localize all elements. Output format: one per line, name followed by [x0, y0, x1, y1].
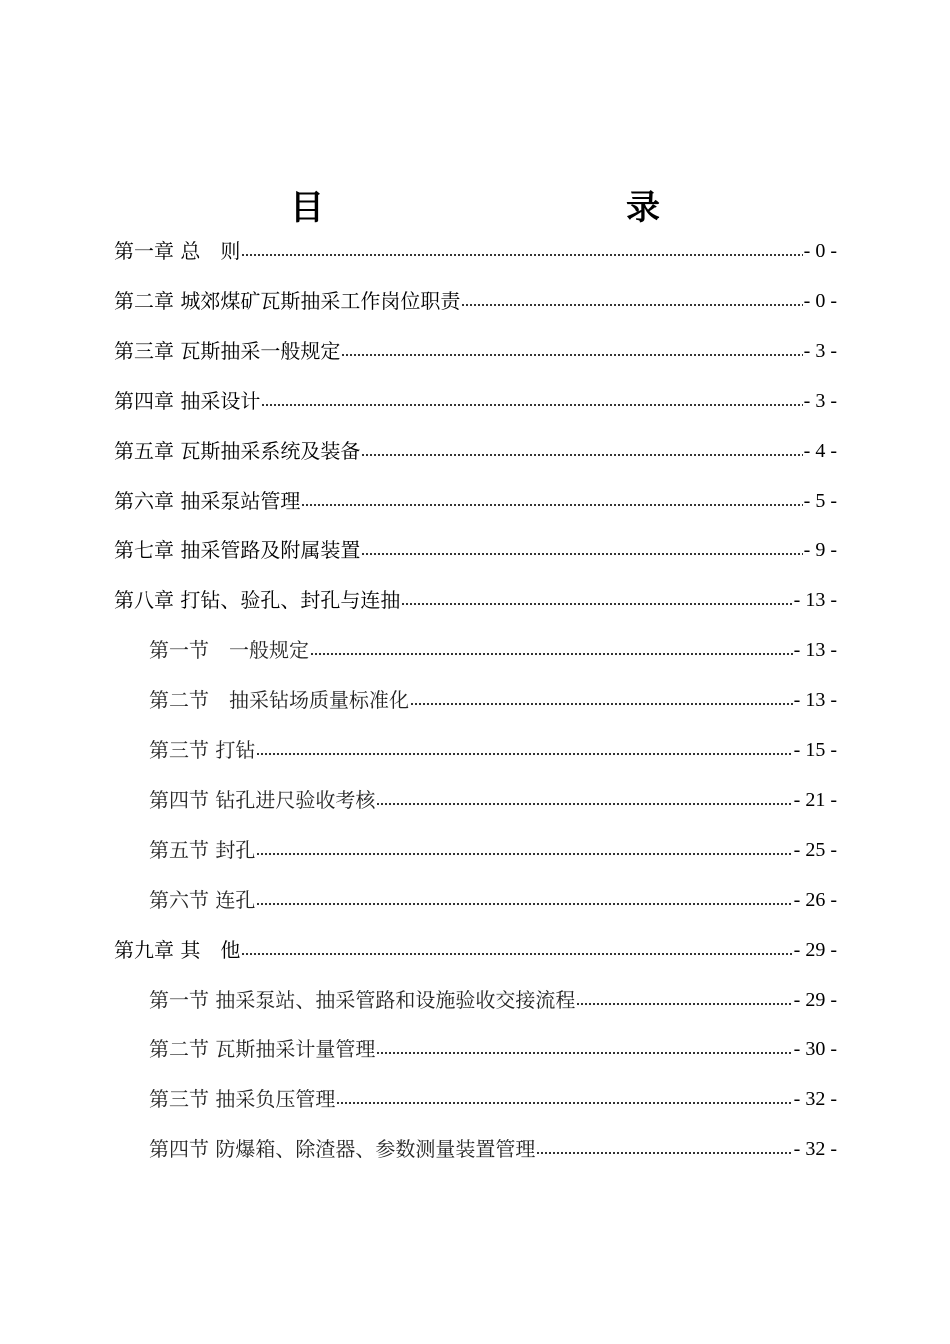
- toc-chapter-entry[interactable]: [114, 284, 837, 314]
- toc-entry-title: 第三节 抽采负压管理: [149, 1087, 336, 1112]
- toc-page-number: - 13 -: [793, 589, 837, 612]
- toc-entry-title: 第六章 抽采泵站管理: [114, 488, 301, 513]
- toc-page-number: - 26 -: [793, 888, 837, 911]
- toc-entry-title: 第四章 抽采设计: [114, 388, 261, 413]
- toc-dot-leader: [401, 601, 792, 607]
- toc-entry-title: 第二节 抽采钻场质量标准化: [149, 688, 409, 713]
- toc-entry-title: 第一节 一般规定: [149, 638, 309, 663]
- toc-page-number: - 4 -: [803, 439, 837, 462]
- toc-page-number: - 32 -: [793, 1088, 837, 1111]
- toc-entry-title: 第四节 防爆箱、除渣器、参数测量装置管理: [149, 1137, 536, 1162]
- toc-section-entry[interactable]: [149, 683, 837, 713]
- toc-chapter-entry[interactable]: [114, 384, 837, 414]
- toc-page-number: - 21 -: [793, 788, 837, 811]
- toc-section-entry[interactable]: [149, 1132, 837, 1162]
- toc-dot-leader: [410, 701, 793, 707]
- toc-chapter-entry[interactable]: [114, 434, 837, 464]
- toc-dot-leader: [256, 901, 792, 907]
- toc-dot-leader: [461, 302, 802, 308]
- toc-entry-title: 第一章 总 则: [114, 239, 241, 263]
- toc-section-entry[interactable]: [149, 633, 837, 663]
- toc-chapter-entry[interactable]: [114, 334, 837, 364]
- toc-page-number: - 32 -: [793, 1138, 837, 1161]
- toc-dot-leader: [256, 851, 792, 857]
- toc-dot-leader: [241, 252, 802, 258]
- toc-dot-leader: [361, 551, 802, 557]
- toc-page-number: - 0 -: [803, 240, 837, 262]
- toc-section-entry[interactable]: [149, 783, 837, 813]
- toc-section-entry[interactable]: [149, 833, 837, 863]
- toc-chapter-entry[interactable]: [114, 484, 837, 514]
- toc-entry-title: 第二章 城郊煤矿瓦斯抽采工作岗位职责: [114, 288, 461, 313]
- toc-page-number: - 13 -: [793, 689, 837, 712]
- toc-entry-title: 第六节 连孔: [149, 887, 256, 912]
- toc-entry-title: 第二节 瓦斯抽采计量管理: [149, 1037, 376, 1062]
- toc-chapter-entry[interactable]: [114, 933, 837, 963]
- toc-page-number: - 0 -: [803, 289, 837, 312]
- toc-dot-leader: [536, 1150, 792, 1156]
- toc-entry-title: 第三节 打钻: [149, 738, 256, 762]
- toc-dot-leader: [361, 452, 802, 458]
- toc-chapter-entry[interactable]: [114, 234, 837, 264]
- toc-dot-leader: [336, 1100, 792, 1106]
- toc-dot-leader: [301, 502, 802, 508]
- toc-dot-leader: [341, 352, 802, 358]
- toc-dot-leader: [261, 402, 802, 408]
- toc-title: 目 录: [290, 188, 738, 228]
- toc-page-number: - 29 -: [793, 988, 837, 1011]
- toc-section-entry[interactable]: [149, 983, 837, 1013]
- toc-page-number: - 25 -: [793, 838, 837, 861]
- toc-page-number: - 3 -: [803, 389, 837, 412]
- toc-dot-leader: [256, 751, 792, 757]
- toc-entry-title: 第八章 打钻、验孔、封孔与连抽: [114, 588, 401, 613]
- toc-dot-leader: [576, 1001, 792, 1007]
- toc-section-entry[interactable]: [149, 883, 837, 913]
- toc-dot-leader: [241, 951, 792, 957]
- toc-section-entry[interactable]: [149, 1032, 837, 1062]
- toc-section-entry[interactable]: [149, 1082, 837, 1112]
- toc-entry-title: 第五节 封孔: [149, 837, 256, 862]
- toc-page-number: - 5 -: [803, 489, 837, 512]
- toc-chapter-entry[interactable]: [114, 583, 837, 613]
- toc-entry-title: 第七章 抽采管路及附属装置: [114, 538, 361, 563]
- toc-section-entry[interactable]: [149, 733, 837, 763]
- toc-entry-title: 第三章 瓦斯抽采一般规定: [114, 338, 341, 363]
- toc-chapter-entry[interactable]: [114, 533, 837, 563]
- toc-page-number: - 9 -: [803, 539, 837, 562]
- toc-dot-leader: [310, 651, 793, 657]
- toc-entry-title: 第九章 其 他: [114, 937, 241, 962]
- toc-dot-leader: [376, 1050, 792, 1056]
- toc-page-number: - 15 -: [793, 739, 837, 761]
- toc-entry-title: 第四节 钻孔进尺验收考核: [149, 787, 376, 812]
- toc-page-number: - 29 -: [793, 938, 837, 961]
- toc-page-number: - 3 -: [803, 339, 837, 362]
- toc-entry-title: 第一节 抽采泵站、抽采管路和设施验收交接流程: [149, 987, 576, 1012]
- toc-entry-title: 第五章 瓦斯抽采系统及装备: [114, 438, 361, 463]
- toc-dot-leader: [376, 801, 792, 807]
- toc-page-number: - 13 -: [793, 639, 837, 662]
- toc-page-number: - 30 -: [793, 1038, 837, 1061]
